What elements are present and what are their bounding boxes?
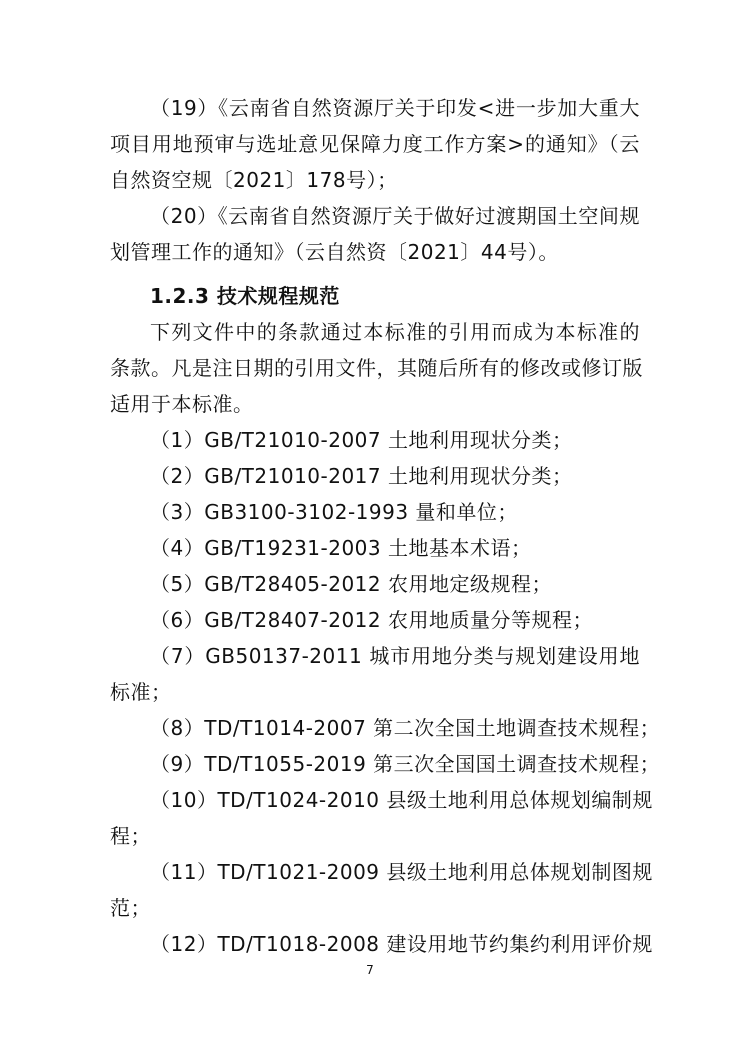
standard-item-11-line-2: 范； <box>110 896 151 920</box>
standard-item-7-line-1: （7）GB50137-2011 城市用地分类与规划建设用地 <box>150 644 640 668</box>
reference-19-line-3: 自然资空规〔2021〕178号）； <box>110 168 398 192</box>
reference-19-line-2: 项目用地预审与选址意见保障力度工作方案>的通知》（云 <box>110 132 640 156</box>
section-heading: 1.2.3 技术规程规范 <box>150 284 340 308</box>
standard-item-5: （5）GB/T28405-2012 农用地定级规程； <box>150 572 552 596</box>
intro-paragraph-line-1: 下列文件中的条款通过本标准的引用而成为本标准的 <box>150 320 640 344</box>
reference-20-line-2: 划管理工作的通知》（云自然资〔2021〕44号）。 <box>110 240 559 264</box>
intro-paragraph-line-3: 适用于本标准。 <box>110 392 254 416</box>
standard-item-6: （6）GB/T28407-2012 农用地质量分等规程； <box>150 608 593 632</box>
page-number: 7 <box>366 963 374 977</box>
standard-item-9: （9）TD/T1055-2019 第三次全国国土调查技术规程； <box>150 752 661 776</box>
standard-item-11-line-1: （11）TD/T1021-2009 县级土地利用总体规划制图规 <box>150 860 653 884</box>
standard-item-3: （3）GB3100-3102-1993 量和单位； <box>150 500 518 524</box>
standard-item-7-line-2: 标准； <box>110 680 172 704</box>
standard-item-10-line-2: 程； <box>110 824 151 848</box>
standard-item-1: （1）GB/T21010-2007 土地利用现状分类； <box>150 428 573 452</box>
standard-item-2: （2）GB/T21010-2017 土地利用现状分类； <box>150 464 573 488</box>
standard-item-10-line-1: （10）TD/T1024-2010 县级土地利用总体规划编制规 <box>150 788 653 812</box>
standard-item-12-line-1: （12）TD/T1018-2008 建设用地节约集约利用评价规 <box>150 932 653 956</box>
standard-item-4: （4）GB/T19231-2003 土地基本术语； <box>150 536 532 560</box>
reference-20-line-1: （20）《云南省自然资源厅关于做好过渡期国土空间规 <box>150 204 640 228</box>
reference-19-line-1: （19）《云南省自然资源厅关于印发<进一步加大重大 <box>150 96 640 120</box>
standard-item-8: （8）TD/T1014-2007 第二次全国土地调查技术规程； <box>150 716 661 740</box>
intro-paragraph-line-2: 条款。凡是注日期的引用文件，其随后所有的修改或修订版 <box>110 356 643 380</box>
